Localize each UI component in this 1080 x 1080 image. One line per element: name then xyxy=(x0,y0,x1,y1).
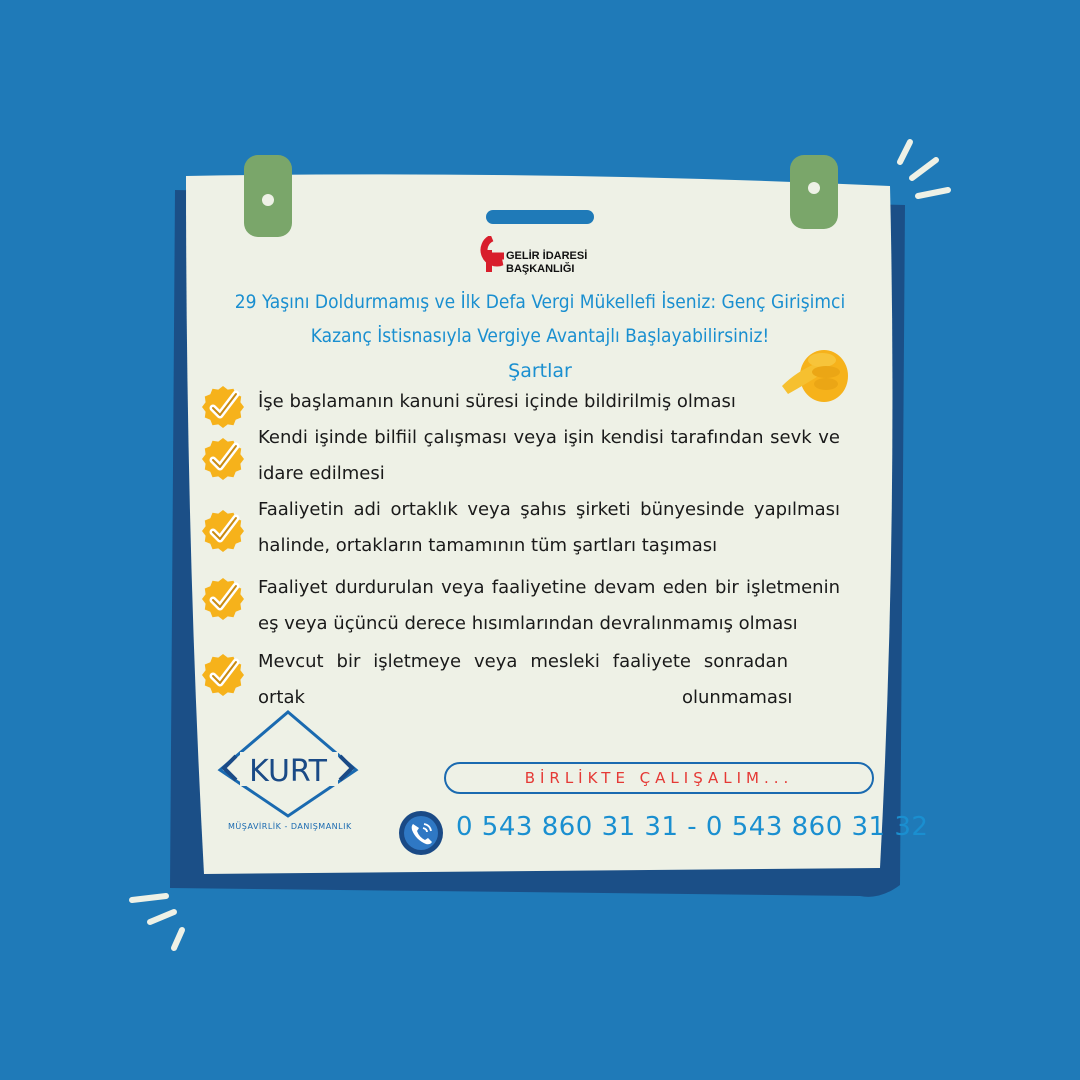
gib-logo-text xyxy=(506,250,587,276)
gib-line2: BAŞKANLIĞI xyxy=(506,263,575,275)
kurt-logo-text: KURT xyxy=(249,754,327,789)
sparkle-decoration-top xyxy=(900,142,948,196)
check-icon xyxy=(200,652,246,698)
condition-item-3: Faaliyetin adi ortaklık veya şahıs şirketi bünyesinde yapılması halinde, ortakların tamamının tüm şartları taşıması xyxy=(258,499,840,556)
condition-item-2: Kendi işinde bilfiil çalışması veya işin kendisi tarafından sevk ve idare edilmesi xyxy=(258,427,840,484)
phone-numbers[interactable]: 0 543 860 31 31 - 0 543 860 31 32 xyxy=(456,812,929,842)
phone-icon[interactable] xyxy=(398,810,444,856)
headline-line1: 29 Yaşını Doldurmamış ve İlk Defa Vergi Mükellefi İseniz: Genç Girişimci xyxy=(234,291,846,313)
gib-line1: GELİR İDARESİ xyxy=(506,250,588,262)
paper-clip-icon xyxy=(790,155,838,229)
kurt-logo xyxy=(216,708,360,820)
headline-line2: Kazanç İstisnasıyla Vergiye Avantajlı Başlayabilirsiniz! xyxy=(310,325,770,347)
check-icon xyxy=(200,384,246,430)
conditions-heading: Şartlar xyxy=(508,360,572,382)
sparkle-decoration-bottom xyxy=(132,896,182,948)
condition-item-5: Mevcut bir işletmeye veya mesleki faaliyete sonradan ortak xyxy=(258,651,788,708)
check-icon xyxy=(200,508,246,554)
slogan-pill: BİRLİKTE ÇALIŞALIM... xyxy=(444,762,874,794)
gib-logo-icon xyxy=(478,236,506,276)
check-icon xyxy=(200,576,246,622)
condition-item-1: İşe başlamanın kanuni süresi içinde bildirilmiş olması xyxy=(258,391,736,412)
paper-clip-icon xyxy=(244,155,292,237)
condition-item-5-cont: olunmaması xyxy=(682,687,793,708)
check-icon xyxy=(200,436,246,482)
kurt-tagline: MÜŞAVİRLİK - DANIŞMANLIK xyxy=(228,822,352,831)
condition-item-4: Faaliyet durdurulan veya faaliyetine devam eden bir işletmenin eş veya üçüncü derece hısımlarından devralınmamış olması xyxy=(258,577,840,634)
